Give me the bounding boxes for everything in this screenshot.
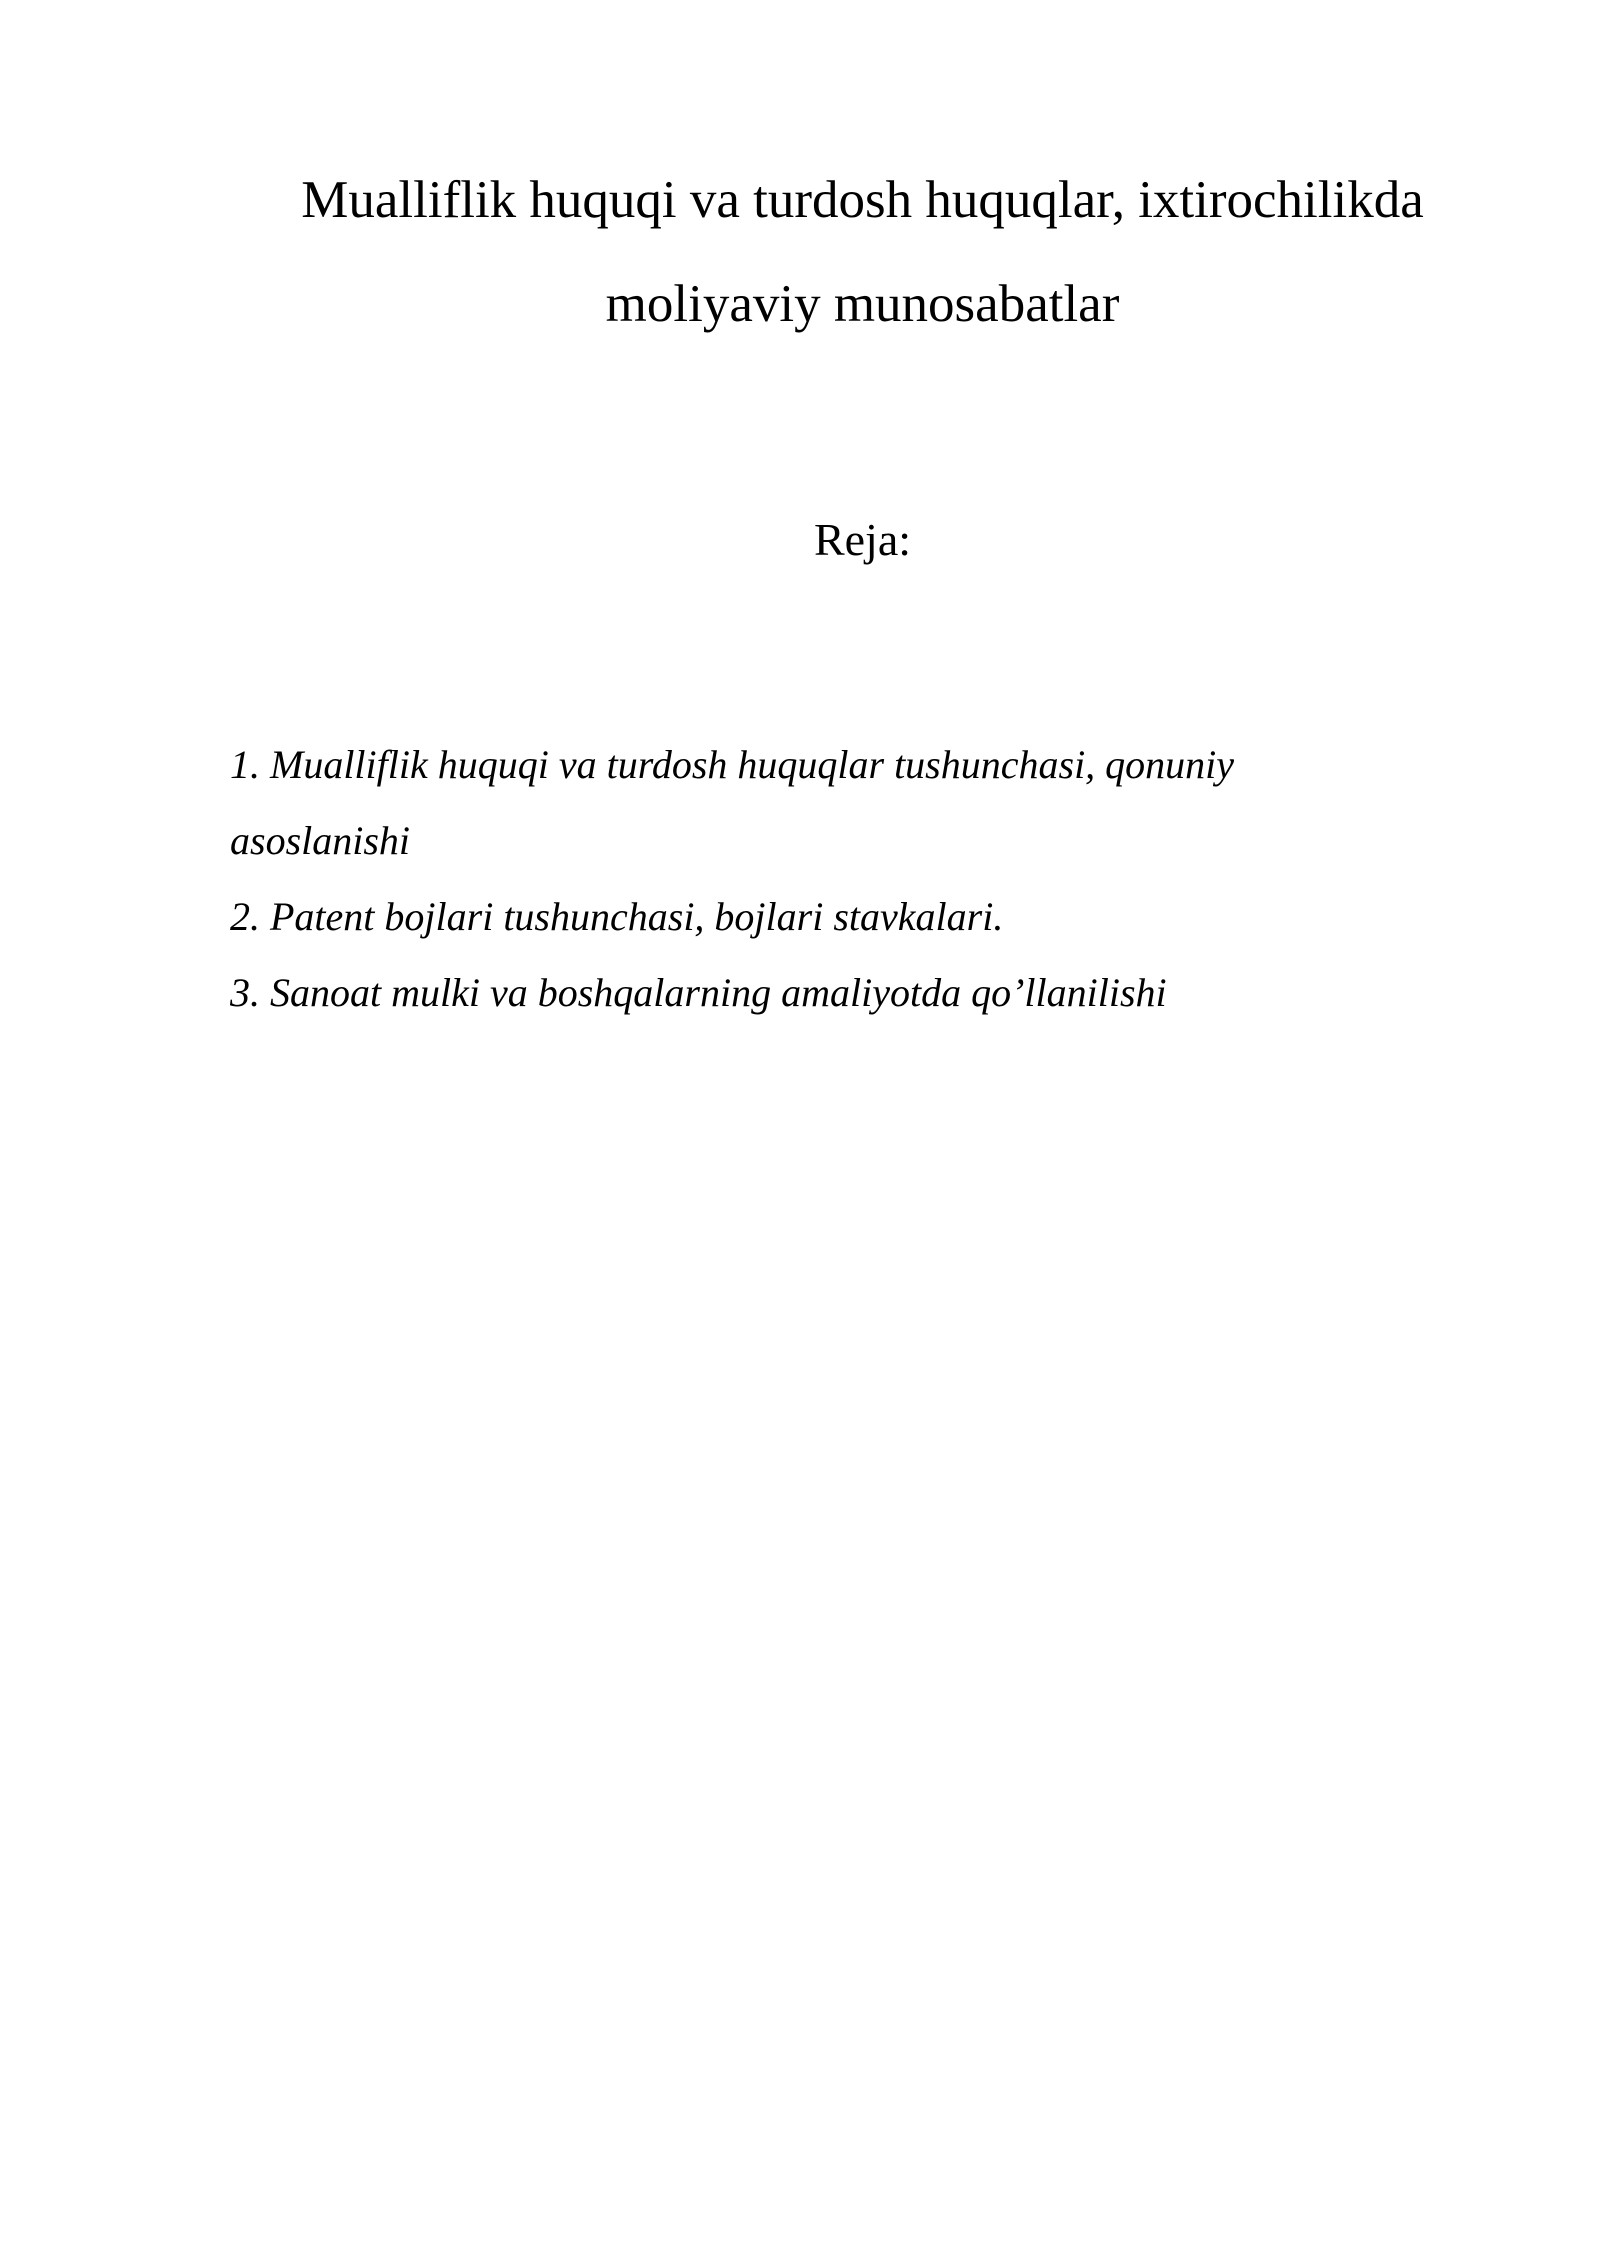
- plan-item: 2. Patent bojlari tushunchasi, bojlari stavkalari.: [230, 894, 1004, 939]
- plan-heading: Reja:: [813, 514, 912, 565]
- plan-item: 3. Sanoat mulki va boshqalarning amaliyotda qo’llanilishi: [230, 970, 1167, 1015]
- plan-item: 1. Mualliflik huquqi va turdosh huquqlar tushunchasi, qonuniy asoslanishi: [230, 742, 1235, 863]
- document-title: Mualliflik huquqi va turdosh huquqlar, ixtirochilikda moliyaviy munosabatlar: [301, 171, 1424, 333]
- plan-list: [230, 727, 1410, 1031]
